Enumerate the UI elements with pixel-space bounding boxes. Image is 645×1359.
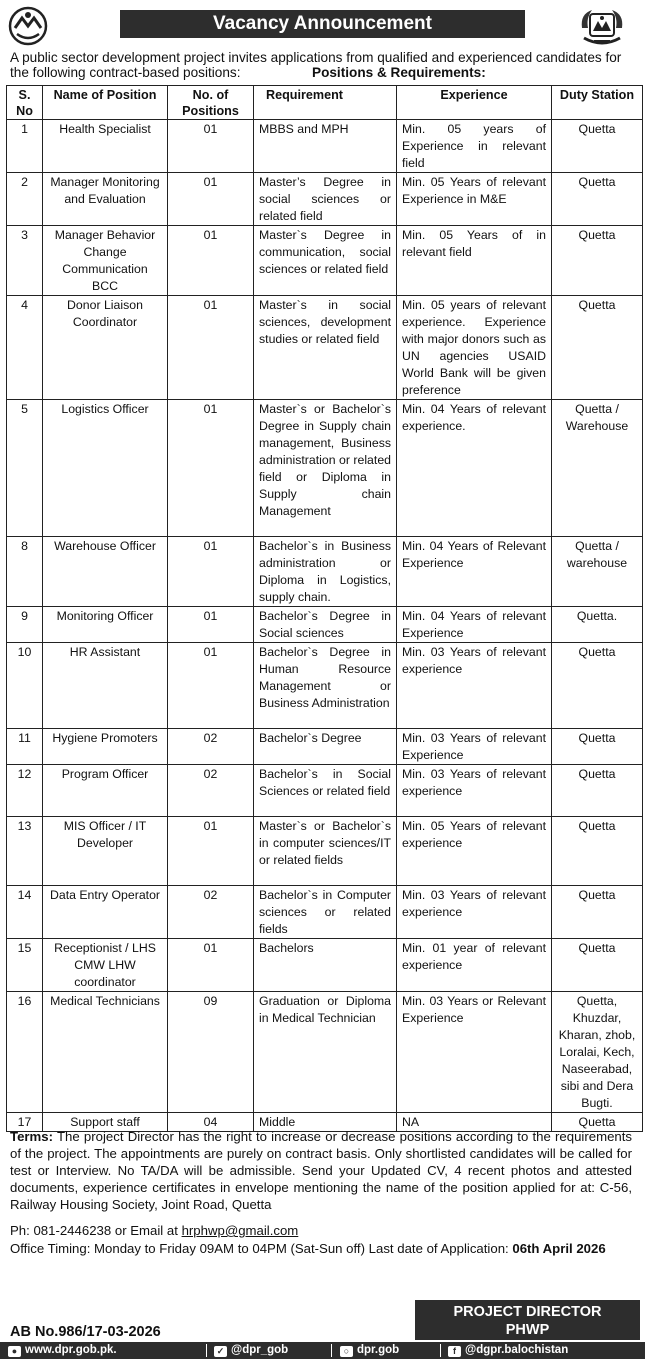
signature-block bbox=[415, 1300, 640, 1340]
header-experience: Experience bbox=[397, 86, 552, 120]
cell-requirement: Bachelor`s in Business administration or Diploma in Logistics, supply chain. bbox=[254, 537, 397, 607]
footer-divider bbox=[206, 1344, 207, 1357]
cell-experience: Min. 03 Years or Relevant Experience bbox=[397, 992, 552, 1113]
cell-experience: Min. 05 Years of relevant Experience in M&E bbox=[397, 173, 552, 226]
footer-bar bbox=[0, 1342, 645, 1359]
website-text: www.dpr.gob.pk. bbox=[25, 1344, 117, 1356]
cell-sno: 10 bbox=[7, 643, 43, 729]
cell-count: 01 bbox=[168, 607, 254, 643]
cell-requirement: Bachelor`s in Social Sciences or related field bbox=[254, 765, 397, 817]
cell-station: Quetta bbox=[552, 173, 643, 226]
cell-position: Medical Technicians bbox=[43, 992, 168, 1113]
cell-position: Monitoring Officer bbox=[43, 607, 168, 643]
cell-experience: Min. 05 years of relevant experience. Experience with major donors such as UN agencies USAID World Bank will be given preference bbox=[397, 296, 552, 400]
globe-icon: ● bbox=[8, 1346, 21, 1357]
twitter-icon: ✓ bbox=[214, 1346, 227, 1357]
cell-experience: Min. 04 Years of relevant Experience bbox=[397, 607, 552, 643]
terms-label: Terms: bbox=[10, 1129, 53, 1144]
positions-heading: Positions & Requirements: bbox=[312, 65, 486, 80]
cell-experience: Min. 05 Years of in relevant field bbox=[397, 226, 552, 296]
cell-station: Quetta, Khuzdar, Kharan, zhob, Loralai, Kech, Naseerabad, sibi and Dera Bugti. bbox=[552, 992, 643, 1113]
table-row bbox=[7, 992, 643, 1113]
table-row bbox=[7, 939, 643, 992]
table-row bbox=[7, 817, 643, 886]
cell-position: Manager Monitoring and Evaluation bbox=[43, 173, 168, 226]
cell-position: Warehouse Officer bbox=[43, 537, 168, 607]
table-row bbox=[7, 729, 643, 765]
cell-position: Manager Behavior Change Communication BCC bbox=[43, 226, 168, 296]
table-row bbox=[7, 120, 643, 173]
cell-station: Quetta bbox=[552, 765, 643, 817]
cell-sno: 15 bbox=[7, 939, 43, 992]
cell-requirement: Master`s or Bachelor`s in computer sciences/IT or related fields bbox=[254, 817, 397, 886]
cell-sno: 1 bbox=[7, 120, 43, 173]
cell-station: Quetta / Warehouse bbox=[552, 400, 643, 537]
cell-count: 01 bbox=[168, 643, 254, 729]
cell-sno: 13 bbox=[7, 817, 43, 886]
footer-instagram[interactable] bbox=[340, 1342, 399, 1359]
cell-station: Quetta bbox=[552, 729, 643, 765]
cell-requirement: MBBS and MPH bbox=[254, 120, 397, 173]
last-date: 06th April 2026 bbox=[512, 1241, 606, 1256]
signature-title: PROJECT DIRECTOR bbox=[453, 1304, 602, 1320]
cell-count: 02 bbox=[168, 886, 254, 939]
cell-count: 04 bbox=[168, 1113, 254, 1132]
cell-sno: 11 bbox=[7, 729, 43, 765]
cell-count: 02 bbox=[168, 765, 254, 817]
cell-requirement: Bachelor`s Degree in Social sciences bbox=[254, 607, 397, 643]
cell-count: 01 bbox=[168, 226, 254, 296]
project-logo-icon bbox=[8, 6, 48, 46]
cell-position: Support staff bbox=[43, 1113, 168, 1132]
cell-experience: Min. 05 Years of relevant experience bbox=[397, 817, 552, 886]
header-count: No. of Positions bbox=[168, 86, 254, 120]
cell-position: Receptionist / LHS CMW LHW coordinator bbox=[43, 939, 168, 992]
intro-paragraph: A public sector development project invites applications from qualified and experienced candidates for the following contract-based positions: bbox=[10, 50, 622, 80]
footer-facebook[interactable] bbox=[448, 1342, 568, 1359]
cell-sno: 9 bbox=[7, 607, 43, 643]
email-link[interactable]: hrphwp@gmail.com bbox=[181, 1223, 299, 1238]
cell-station: Quetta bbox=[552, 886, 643, 939]
intro-text bbox=[10, 50, 640, 80]
cell-sno: 12 bbox=[7, 765, 43, 817]
cell-station: Quetta bbox=[552, 939, 643, 992]
cell-count: 01 bbox=[168, 939, 254, 992]
cell-experience: Min. 03 Years of relevant Experience bbox=[397, 729, 552, 765]
cell-count: 01 bbox=[168, 296, 254, 400]
footer-website[interactable] bbox=[8, 1342, 117, 1359]
table-row bbox=[7, 296, 643, 400]
table-row bbox=[7, 173, 643, 226]
cell-station: Quetta bbox=[552, 643, 643, 729]
instagram-icon: ○ bbox=[340, 1346, 353, 1357]
table-row bbox=[7, 765, 643, 817]
cell-station: Quetta. bbox=[552, 607, 643, 643]
cell-position: MIS Officer / IT Developer bbox=[43, 817, 168, 886]
cell-requirement: Bachelor`s in Computer sciences or related fields bbox=[254, 886, 397, 939]
header-station: Duty Station bbox=[552, 86, 643, 120]
cell-station: Quetta bbox=[552, 296, 643, 400]
ab-number: AB No.986/17-03-2026 bbox=[10, 1324, 161, 1340]
cell-experience: Min. 03 Years of relevant experience bbox=[397, 765, 552, 817]
cell-position: Data Entry Operator bbox=[43, 886, 168, 939]
cell-experience: Min. 03 Years of relevant experience bbox=[397, 643, 552, 729]
header bbox=[0, 0, 645, 50]
cell-count: 02 bbox=[168, 729, 254, 765]
footer-divider bbox=[440, 1344, 441, 1357]
terms-section bbox=[10, 1128, 632, 1213]
table-row bbox=[7, 607, 643, 643]
table-header-row bbox=[7, 86, 643, 120]
cell-station: Quetta bbox=[552, 817, 643, 886]
table-row bbox=[7, 226, 643, 296]
government-emblem-icon bbox=[576, 4, 628, 48]
phone-text: Ph: 081-2446238 or Email at bbox=[10, 1223, 182, 1238]
cell-count: 01 bbox=[168, 817, 254, 886]
cell-sno: 4 bbox=[7, 296, 43, 400]
cell-count: 01 bbox=[168, 537, 254, 607]
cell-experience: Min. 03 Years of relevant experience bbox=[397, 886, 552, 939]
cell-experience: NA bbox=[397, 1113, 552, 1132]
cell-experience: Min. 01 year of relevant experience bbox=[397, 939, 552, 992]
cell-station: Quetta bbox=[552, 120, 643, 173]
table-row bbox=[7, 643, 643, 729]
facebook-text: @dgpr.balochistan bbox=[465, 1344, 569, 1356]
cell-position: HR Assistant bbox=[43, 643, 168, 729]
cell-count: 01 bbox=[168, 120, 254, 173]
table-row bbox=[7, 400, 643, 537]
cell-position: Donor Liaison Coordinator bbox=[43, 296, 168, 400]
table-row bbox=[7, 886, 643, 939]
cell-count: 01 bbox=[168, 400, 254, 537]
cell-sno: 14 bbox=[7, 886, 43, 939]
terms-text: The project Director has the right to increase or decrease positions according to the requirements of the project. The appointments are purely on contract basis. Only shortlisted candidates will be called for test or Interview. No TA/DA will be admissible. Send your Updated CV, 4 recent photos and attested documents, experience certificates in envelope mentioning the name of the position applied for at: C-56, Railway Housing Society, Joint Road, Quetta bbox=[10, 1129, 632, 1213]
cell-sno: 17 bbox=[7, 1113, 43, 1132]
positions-table bbox=[6, 85, 643, 1132]
cell-station: Quetta / warehouse bbox=[552, 537, 643, 607]
cell-requirement: Master`s Degree in communication, social sciences or related field bbox=[254, 226, 397, 296]
cell-position: Hygiene Promoters bbox=[43, 729, 168, 765]
cell-experience: Min. 04 Years of relevant experience. bbox=[397, 400, 552, 537]
cell-sno: 16 bbox=[7, 992, 43, 1113]
page-title: Vacancy Announcement bbox=[120, 10, 525, 38]
cell-count: 09 bbox=[168, 992, 254, 1113]
cell-station: Quetta bbox=[552, 1113, 643, 1132]
cell-count: 01 bbox=[168, 173, 254, 226]
table-row bbox=[7, 537, 643, 607]
timing-text: Office Timing: Monday to Friday 09AM to 04PM (Sat-Sun off) Last date of Application: bbox=[10, 1241, 513, 1256]
contact-line bbox=[10, 1222, 298, 1239]
header-name: Name of Position bbox=[43, 86, 168, 120]
facebook-icon: f bbox=[448, 1346, 461, 1357]
cell-requirement: Master`s or Bachelor`s Degree in Supply chain management, Business administration or related field or Diploma in Supply chain Management bbox=[254, 400, 397, 537]
cell-requirement: Master’s Degree in social sciences or related field bbox=[254, 173, 397, 226]
cell-requirement: Bachelor`s Degree in Human Resource Management or Business Administration bbox=[254, 643, 397, 729]
cell-requirement: Graduation or Diploma in Medical Technician bbox=[254, 992, 397, 1113]
cell-sno: 5 bbox=[7, 400, 43, 537]
cell-sno: 2 bbox=[7, 173, 43, 226]
header-sno: S. No bbox=[7, 86, 43, 120]
cell-requirement: Bachelors bbox=[254, 939, 397, 992]
cell-position: Logistics Officer bbox=[43, 400, 168, 537]
cell-requirement: Middle bbox=[254, 1113, 397, 1132]
header-requirement: Requirement bbox=[254, 86, 397, 120]
instagram-text: dpr.gob bbox=[357, 1344, 400, 1356]
footer-twitter[interactable] bbox=[214, 1342, 288, 1359]
cell-position: Program Officer bbox=[43, 765, 168, 817]
cell-sno: 8 bbox=[7, 537, 43, 607]
twitter-text: @dpr_gob bbox=[231, 1344, 289, 1356]
cell-experience: Min. 04 Years of Relevant Experience bbox=[397, 537, 552, 607]
cell-requirement: Master`s in social sciences, development studies or related field bbox=[254, 296, 397, 400]
signature-org: PHWP bbox=[505, 1322, 550, 1338]
office-timing bbox=[10, 1240, 606, 1257]
cell-sno: 3 bbox=[7, 226, 43, 296]
cell-station: Quetta bbox=[552, 226, 643, 296]
footer-divider bbox=[331, 1344, 332, 1357]
cell-requirement: Bachelor`s Degree bbox=[254, 729, 397, 765]
cell-position: Health Specialist bbox=[43, 120, 168, 173]
cell-experience: Min. 05 years of Experience in relevant field bbox=[397, 120, 552, 173]
